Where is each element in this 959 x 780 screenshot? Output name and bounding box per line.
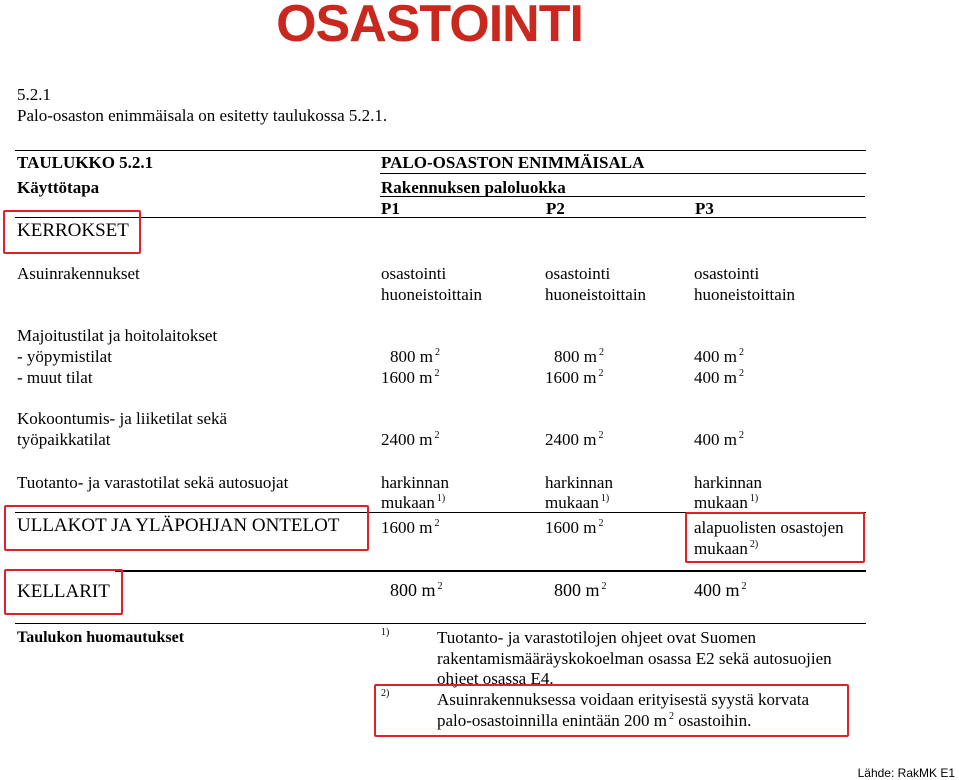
- cell-lodging-sleep-p3: 400 m $^2$: [694, 347, 744, 366]
- source-credit: Lähde: RakMK E1: [857, 766, 955, 780]
- col-p3: P3: [695, 199, 714, 218]
- note1-line1: Tuotanto- ja varastotilojen ohjeet ovat Suomen: [437, 628, 757, 647]
- attics-rule: [115, 570, 866, 572]
- notes-heading: Taulukon huomautukset: [17, 629, 185, 646]
- row-lodging-other-label: - muut tilat: [17, 368, 93, 387]
- slide-title: OSASTOINTI: [276, 0, 583, 53]
- col-p1: P1: [381, 199, 400, 218]
- note1-ref: 1): [381, 627, 390, 638]
- cellars-rule: [15, 623, 866, 624]
- cell-attics-p3-line2: mukaan $^{2)}$: [694, 539, 759, 558]
- highlight-attics: [4, 505, 369, 551]
- cell-cellars-p3: 400 m $^2$: [694, 580, 747, 600]
- cell-lodging-sleep-p1: 800 m $^2$: [390, 347, 440, 366]
- highlight-attics-p3: [685, 512, 865, 563]
- cell-production-p3: harkinnan: [694, 473, 762, 492]
- row-lodging-sleep-label: - yöpymistilat: [17, 347, 112, 366]
- cell-cellars-p1: 800 m $^2$: [390, 580, 443, 600]
- table-top-rule: [15, 150, 866, 151]
- note2-line2: palo-osastoinnilla enintään 200 m $^2$ osastoihin.: [437, 711, 752, 730]
- highlight-cellars: [4, 569, 123, 615]
- cell-production-p1-line2: mukaan $^{1)}$: [381, 493, 446, 512]
- note2-ref: 2): [381, 688, 390, 699]
- cell-production-p1: harkinnan: [381, 473, 449, 492]
- row-cellars-label: KELLARIT: [17, 581, 110, 602]
- cell-lodging-other-p1: 1600 m $^2$: [381, 368, 440, 387]
- cell-assembly-p2: 2400 m $^2$: [545, 430, 604, 449]
- cell-production-p3-line2: mukaan $^{1)}$: [694, 493, 759, 512]
- cell-production-p2-line2: mukaan $^{1)}$: [545, 493, 610, 512]
- table-name: TAULUKKO 5.2.1: [17, 153, 154, 172]
- cell-assembly-p3: 400 m $^2$: [694, 430, 744, 449]
- section-number: 5.2.1: [17, 85, 51, 104]
- class-header: Rakennuksen paloluokka: [381, 178, 566, 197]
- note2-line1: Asuinrakennuksessa voidaan erityisestä syystä korvata: [437, 690, 810, 709]
- table-heading: PALO-OSASTON ENIMMÄISALA: [381, 153, 645, 172]
- highlight-floors: [3, 210, 141, 254]
- usage-header: Käyttötapa: [17, 178, 100, 197]
- cell-residential-p3-line2: huoneistoittain: [694, 285, 796, 304]
- row-assembly-label-line2: työpaikkatilat: [17, 430, 111, 449]
- section-intro: Palo-osaston enimmäisala on esitetty taulukossa 5.2.1.: [17, 106, 388, 125]
- cell-attics-p2: 1600 m $^2$: [545, 518, 604, 537]
- col-p2: P2: [546, 199, 565, 218]
- row-production-label: Tuotanto- ja varastotilat sekä autosuojat: [17, 473, 289, 492]
- cell-lodging-other-p3: 400 m $^2$: [694, 368, 744, 387]
- cell-residential-p2: osastointi: [545, 264, 611, 283]
- cell-lodging-sleep-p2: 800 m $^2$: [554, 347, 604, 366]
- row-residential-label: Asuinrakennukset: [17, 264, 140, 283]
- group-floors-label: KERROKSET: [17, 220, 129, 241]
- class-rule: [380, 196, 865, 197]
- note1-line3: ohjeet osassa E4.: [437, 669, 554, 688]
- header-bottom-rule: [15, 217, 866, 218]
- row-lodging-label: Majoitustilat ja hoitolaitokset: [17, 326, 218, 345]
- row-attics-label: ULLAKOT JA YLÄPOHJAN ONTELOT: [17, 515, 340, 536]
- cell-attics-p1: 1600 m $^2$: [381, 518, 440, 537]
- cell-residential-p1-line2: huoneistoittain: [381, 285, 483, 304]
- heading-rule: [380, 173, 866, 174]
- row-assembly-label: Kokoontumis- ja liiketilat sekä: [17, 409, 228, 428]
- cell-residential-p3: osastointi: [694, 264, 760, 283]
- cell-attics-p3: alapuolisten osastojen: [694, 518, 844, 537]
- highlight-note2: [374, 684, 849, 737]
- cell-cellars-p2: 800 m $^2$: [554, 580, 607, 600]
- cell-residential-p2-line2: huoneistoittain: [545, 285, 647, 304]
- note1-line2: rakentamismääräyskokoelman osassa E2 sekä autosuojien: [437, 649, 832, 668]
- cell-residential-p1: osastointi: [381, 264, 447, 283]
- cell-lodging-other-p2: 1600 m $^2$: [545, 368, 604, 387]
- cell-production-p2: harkinnan: [545, 473, 613, 492]
- cell-assembly-p1: 2400 m $^2$: [381, 430, 440, 449]
